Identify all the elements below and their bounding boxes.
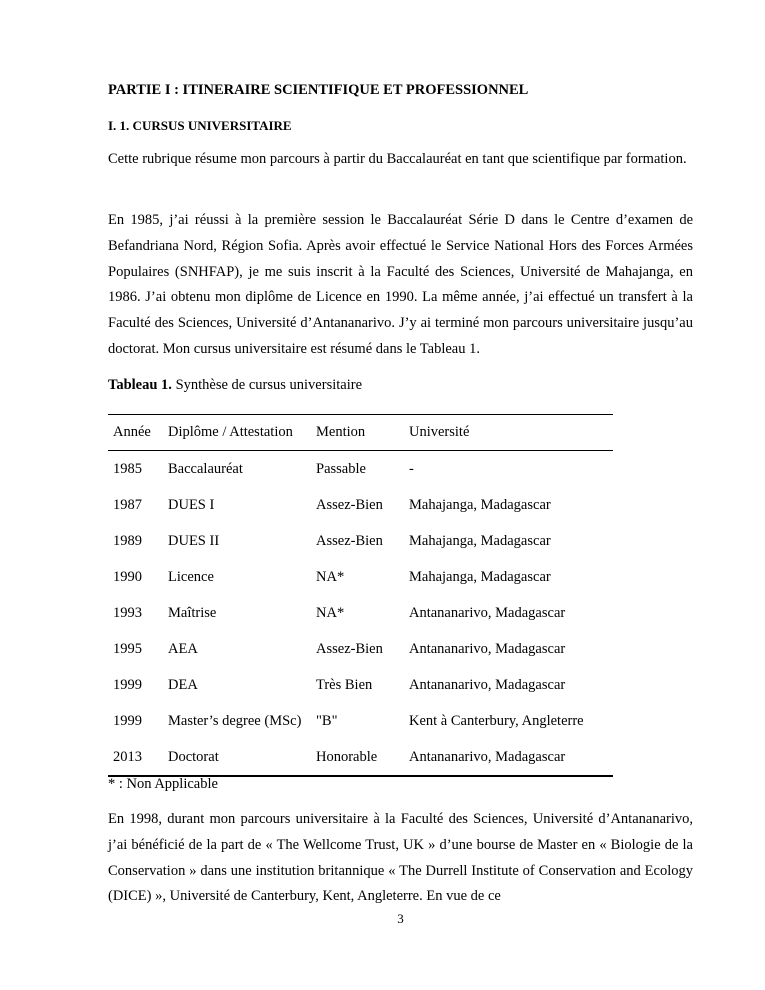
cell-year: 1985	[113, 460, 142, 477]
cell-year: 1999	[113, 676, 142, 693]
cell-university: Antananarivo, Madagascar	[409, 676, 566, 693]
cell-mention: Très Bien	[316, 676, 373, 693]
cell-university: Antananarivo, Madagascar	[409, 640, 566, 657]
cell-mention: NA*	[316, 568, 345, 585]
cell-university: Kent à Canterbury, Angleterre	[409, 712, 584, 729]
cell-university: Mahajanga, Madagascar	[409, 568, 551, 585]
table-row	[108, 487, 613, 523]
cell-diploma: Doctorat	[163, 739, 311, 776]
header-universite: Université	[404, 415, 613, 451]
cell-diploma: Master’s degree (MSc)	[168, 712, 302, 729]
table-row	[108, 523, 613, 559]
table-row	[108, 559, 613, 595]
cell-diploma: DUES II	[168, 532, 220, 549]
table-header-row	[108, 415, 613, 451]
cell-university: -	[409, 460, 414, 477]
cell-year: 1990	[113, 568, 142, 585]
cell-university: Antananarivo, Madagascar	[409, 604, 566, 621]
cell-diploma: AEA	[168, 640, 198, 657]
cell-diploma: Maîtrise	[168, 604, 217, 621]
scholarship-paragraph: En 1998, durant mon parcours universitaire à la Faculté des Sciences, Université d’Antananarivo, j’ai bénéficié de la part de « The Wellcome Trust, UK » d’une bourse de Master en « Biologie de la Conservation » dans une institution britannique « The Durrell Institute of Conservation and Ecology (DICE) », Université de Canterbury, Kent, Angleterre. En vue de ce	[108, 811, 693, 905]
table-caption	[108, 377, 362, 394]
section-title: I. 1. CURSUS UNIVERSITAIRE	[108, 118, 292, 133]
history-paragraph: En 1985, j’ai réussi à la première session le Baccalauréat Série D dans le Centre d’examen de Befandriana Nord, Région Sofia. Après avoir effectué le Service National Hors des Forces Armées Populaires (SNHFAP), je me suis inscrit à la Faculté des Sciences, Université de Mahajanga, en 1986. J’ai obtenu mon diplôme de Licence en 1990. La même année, j’ai effectué un transfert à la Faculté des Sciences, Université d’Antananarivo. J’y ai terminé mon parcours universitaire jusqu’au doctorat. Mon cursus universitaire est résumé dans le Tableau 1.	[108, 212, 693, 357]
cell-mention: Assez-Bien	[316, 532, 383, 549]
cell-diploma: DEA	[168, 676, 198, 693]
cell-mention: Assez-Bien	[316, 496, 383, 513]
table-row	[108, 667, 613, 703]
cell-year: 2013	[108, 739, 163, 776]
table-caption-label: Tableau 1.	[108, 377, 172, 393]
table-row	[108, 631, 613, 667]
cell-mention: Assez-Bien	[316, 640, 383, 657]
cell-mention: Honorable	[311, 739, 404, 776]
part-title: PARTIE I : ITINERAIRE SCIENTIFIQUE ET PROFESSIONNEL	[108, 82, 529, 98]
cell-mention: "B"	[316, 712, 338, 729]
cell-year: 1999	[113, 712, 142, 729]
header-diplome: Diplôme / Attestation	[163, 415, 311, 451]
cell-year: 1995	[113, 640, 142, 657]
header-mention: Mention	[311, 415, 404, 451]
cell-mention: NA*	[316, 604, 345, 621]
cell-university: Antananarivo, Madagascar	[404, 739, 613, 776]
cursus-table	[108, 414, 613, 777]
table-row	[108, 703, 613, 739]
table-row	[108, 739, 613, 776]
cell-diploma: Baccalauréat	[168, 460, 243, 477]
document-page	[108, 0, 693, 990]
cell-diploma: Licence	[168, 568, 214, 585]
table-caption-text: Synthèse de cursus universitaire	[171, 377, 363, 393]
cell-university: Mahajanga, Madagascar	[409, 532, 551, 549]
table-row	[108, 451, 613, 488]
cell-university: Mahajanga, Madagascar	[409, 496, 551, 513]
cell-year: 1993	[113, 604, 142, 621]
cell-year: 1987	[113, 496, 142, 513]
cell-mention: Passable	[316, 460, 366, 477]
header-annee: Année	[108, 415, 163, 451]
cell-year: 1989	[113, 532, 142, 549]
table-footnote: * : Non Applicable	[108, 776, 218, 792]
cell-diploma: DUES I	[168, 496, 215, 513]
intro-paragraph: Cette rubrique résume mon parcours à partir du Baccalauréat en tant que scientifique par formation.	[108, 151, 687, 167]
page-number: 3	[397, 911, 404, 926]
table-row	[108, 595, 613, 631]
